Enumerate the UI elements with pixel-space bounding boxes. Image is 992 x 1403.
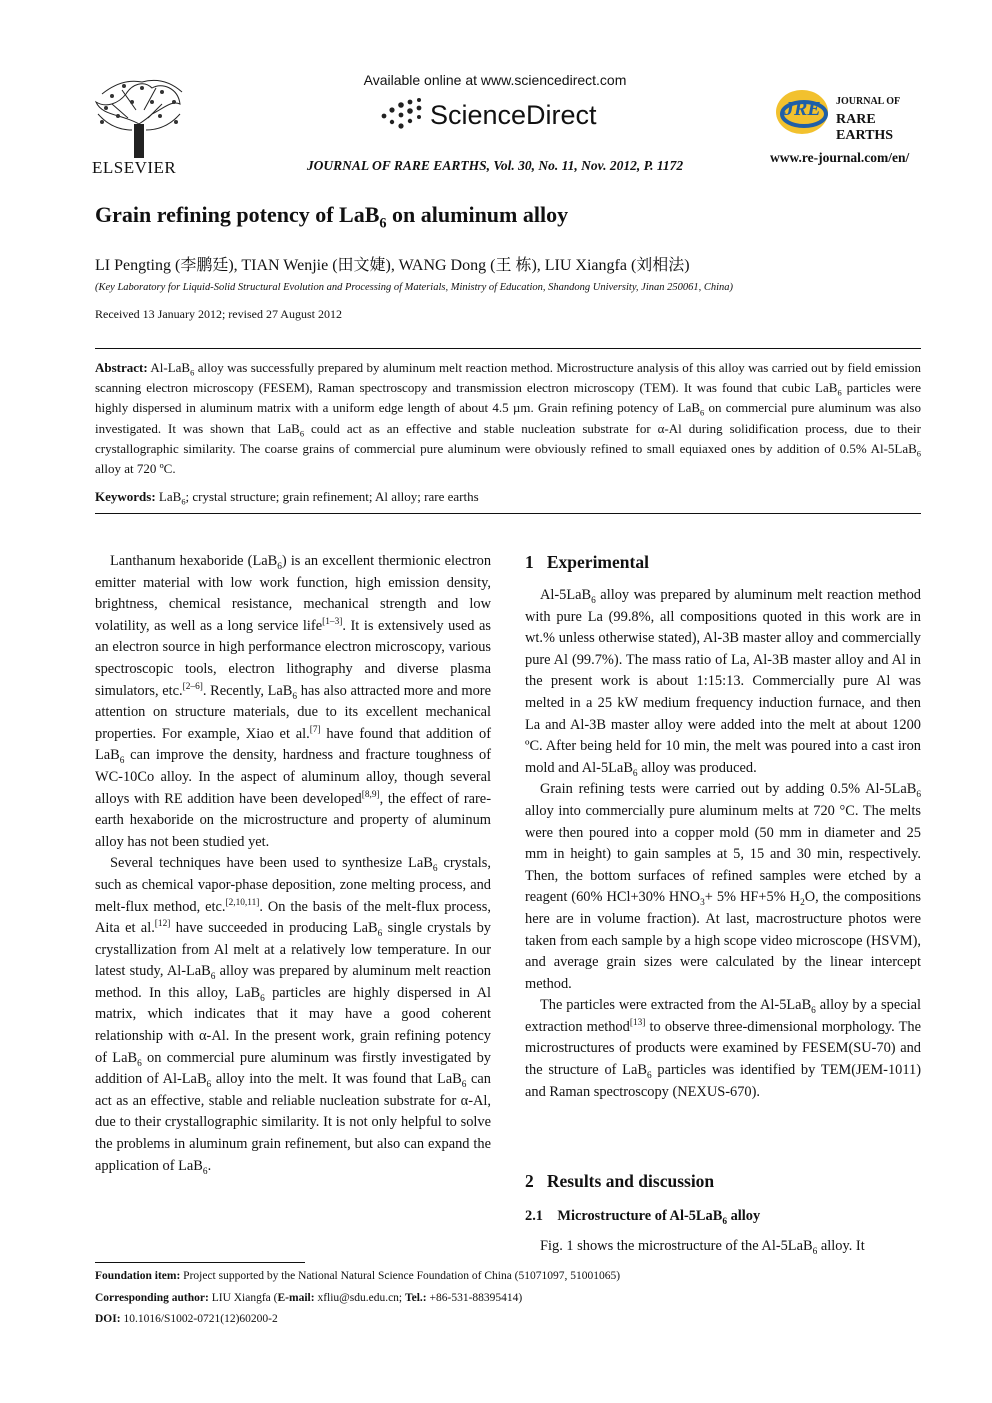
jre-logo	[772, 78, 922, 148]
text-run: .	[207, 1157, 212, 1174]
subscript: 6	[811, 1006, 816, 1017]
subscript: 6	[377, 928, 383, 939]
foundation-footnote: Foundation item: Project supported by the National Natural Science Foundation of China (51071097, 51001065)	[95, 1270, 621, 1282]
jre-url: www.re-journal.com/en/	[770, 150, 910, 165]
sciencedirect-logo	[378, 96, 618, 136]
text-run: + 5% HF+5% H	[704, 889, 801, 906]
subscript: 6	[646, 1070, 652, 1081]
sciencedirect-wordmark: ScienceDirect	[430, 100, 597, 130]
citation-ref: [2–6]	[182, 681, 203, 692]
abstract: Abstract: Al-LaB$_6$ alloy was successfully prepared by aluminum melt reaction method. Microstructure analysis of this alloy was carried out by field emission scanning electron microscopy (FESEM), Raman spectroscopy and transmission electron microscopy (TEM). It was found that cubic LaB$_6$ particles were highly dispersed in aluminum matrix with a uniform edge length of about 4.5 µm. Grain refining potency of LaB$_6$ on commercial pure aluminum was also investigated. It was shown that LaB$_6$ could act as an effective and stable nucleation substrate for α-Al during solidification process, due to their crystallographic similarity. The coarse grains of commercial pure aluminum were obviously refined to small equiaxed ones by addition of 0.5% Al-5LaB$_6$ alloy at 720 ºC.	[95, 360, 921, 477]
journal-citation-line: JOURNAL OF RARE EARTHS, Vol. 30, No. 11, Nov. 2012, P. 1172	[306, 158, 684, 173]
text-run: alloy was prepared by aluminum melt reaction method with pure La (99.8%, all compositions quoted in this work are in wt.% unless otherwise stated), Al-3B master alloy and commercially pure Al (99.7%). The mass ratio of La, Al-3B master alloy and Al in the present work is about 1:15:13. Commercially pure Al was melted in a 25 kW medium frequency induction furnace, and then La and Al-3B master alloy were added into the melt at about 1200 ºC. After being held for 10 min, the melt was poured into a cast iron mold and Al-5LaB	[525, 587, 921, 776]
subscript: 6	[292, 691, 298, 702]
text-run: . On the basis of the melt-flux process, Aita et al.	[95, 898, 491, 937]
abstract-bottom-rule	[95, 513, 921, 514]
subscript: 6	[277, 561, 282, 572]
affiliation: (Key Laboratory for Liquid-Solid Structural Evolution and Processing of Materials, Ministry of Education, Shandong University, Jinan 250061, China)	[95, 282, 734, 293]
text-run: Grain refining tests were carried out by adding 0.5% Al-5LaB	[540, 781, 917, 798]
section-2-heading: 2 Results and discussion	[525, 1171, 715, 1191]
experimental-paragraph-1	[525, 585, 921, 779]
text-run: have found that addition of LaB	[95, 725, 491, 764]
text-run: . It is extensively used as an electron source in high performance electron microscopy, various spectroscopic tools, electron lithography and diverse plasma simulators, etc.	[95, 617, 491, 699]
text-run: alloy. It	[817, 1238, 865, 1254]
text-run: Al-5LaB	[540, 587, 592, 603]
text-run: alloy into the melt. It was found that LaB	[211, 1071, 462, 1088]
available-online-line: Available online at www.sciencedirect.com	[363, 72, 627, 88]
citation-ref: [8,9]	[361, 789, 380, 800]
section-1-heading: 1 Experimental	[525, 552, 649, 572]
text-run: O, the compositions here are in volume fraction). At last, macrostructure photos were taken from each sample by a high scope video microscope (HSVM), and average grain sizes were calculated by the linear intercept method.	[525, 889, 921, 992]
citation-ref: [2,10,11]	[225, 897, 260, 908]
text-run: ) is an excellent thermionic electron emitter material with low work function, high emission density, brightness, chemical resistance, mechanical strength and low volatility, as well as a long service life	[95, 553, 492, 634]
text-run: The particles were extracted from the Al-5LaB	[540, 997, 812, 1014]
abstract-top-rule	[95, 348, 921, 349]
intro-paragraph-2	[95, 853, 491, 1177]
text-run: on commercial pure aluminum was firstly investigated by addition of Al-LaB	[95, 1049, 491, 1088]
subscript: 6	[202, 1166, 208, 1177]
subscript: 6	[119, 756, 125, 767]
right-column	[525, 585, 921, 1103]
citation-ref: [7]	[309, 724, 321, 735]
subscript: 6	[260, 993, 265, 1004]
subscript: 3	[700, 898, 705, 909]
text-run: alloy by a special extraction method	[525, 997, 921, 1035]
subscript: 6	[461, 1080, 467, 1091]
text-run: alloy was produced.	[637, 759, 757, 776]
elsevier-tree-logo	[92, 74, 186, 160]
text-run: can improve the density, hardness and fracture toughness of WC-10Co alloy. In the aspect of aluminum alloy, though several alloys with RE addition have been developed	[95, 747, 491, 807]
text-run: single crystals by crystallization from Al melt at a relatively low temperature. In our latest study, Al-LaB	[95, 920, 491, 980]
jre-name-line1: JOURNAL OF	[836, 96, 901, 107]
text-run: Lanthanum hexaboride (LaB	[110, 553, 278, 569]
results-paragraph-1	[525, 1236, 921, 1258]
subscript: 6	[632, 768, 638, 779]
subscript: 6	[591, 595, 596, 606]
citation-ref: [13]	[629, 1018, 646, 1029]
text-run: have succeeded in producing LaB	[170, 920, 378, 937]
subscript: 6	[210, 972, 216, 983]
intro-paragraph-1	[95, 551, 491, 853]
experimental-paragraph-3	[525, 995, 921, 1103]
citation-ref: [12]	[154, 919, 171, 930]
citation-ref: [1–3]	[322, 616, 343, 627]
text-run: , the effect of rare-earth hexaboride on the microstructure and property of aluminum alloy has not been studied yet.	[95, 790, 491, 850]
text-run: alloy into commercially pure aluminum melts at 720 °C. The melts were then poured into a copper mold (50 mm in diameter and 25 mm in height) to gain samples at 5, 15 and 30 min, respectively. Then, the bottom surfaces of refined samples were etched by a reagent (60% HCl+30% HNO	[525, 802, 921, 906]
left-column	[95, 551, 491, 1177]
paper-title: Grain refining potency of LaB$_6$ on aluminum alloy	[95, 202, 569, 232]
results-column-start	[525, 1236, 921, 1258]
subscript: 6	[137, 1058, 142, 1069]
text-run: . Recently, LaB	[202, 682, 293, 699]
doi-footnote: DOI: 10.1016/S1002-0721(12)60200-2	[95, 1313, 278, 1325]
corresponding-author-footnote: Corresponding author: LIU Xiangfa (E-mail: xfliu@sdu.edu.cn; Tel.: +86-531-88395414)	[95, 1292, 523, 1304]
elsevier-wordmark: ELSEVIER	[92, 158, 177, 177]
text-run: particles was identified by TEM(JEM-1011) and Raman spectroscopy (NEXUS-670).	[525, 1062, 922, 1100]
subscript: 6	[206, 1080, 212, 1091]
footnote-rule	[95, 1262, 305, 1263]
jre-abbrev: JRE	[784, 98, 821, 120]
text-run: crystals, such as chemical vapor-phase deposition, zone melting process, and melt-flux method, etc.	[95, 855, 492, 915]
subscript: 2	[800, 898, 805, 909]
text-run: Fig. 1 shows the microstructure of the Al-5LaB	[540, 1238, 813, 1254]
experimental-paragraph-2	[525, 779, 921, 995]
subscript: 6	[432, 864, 438, 875]
keywords: Keywords: LaB$_6$; crystal structure; grain refinement; Al alloy; rare earths	[95, 489, 479, 507]
text-run: particles are highly dispersed in Al matrix, which indicates that it may have a good coherent relationship with α-Al. In the present work, grain refining potency of LaB	[95, 984, 491, 1066]
section-2-1-heading: 2.1 Microstructure of Al-5LaB$_6$ alloy	[525, 1208, 761, 1227]
author-list: LI Pengting (李鹏廷), TIAN Wenjie (田文婕), WANG Dong (王 栋), LIU Xiangfa (刘相法)	[95, 257, 690, 274]
text-run: has also attracted more and more attention on structure materials, due to its excellent mechanical properties. For example, Xiao et al.	[95, 682, 491, 742]
text-run: Several techniques have been used to synthesize LaB	[110, 855, 433, 872]
text-run: to observe three-dimensional morphology. The microstructures of products were examined by FESEM(SU-70) and the structure of LaB	[525, 1018, 921, 1079]
text-run: can act as an effective, stable and reliable nucleation substrate for α-Al, due to their crystallographic similarity. It is not only helpful to solve the problems in aluminum grain refinement, but also can expand the application of LaB	[95, 1071, 491, 1174]
subscript: 6	[812, 1246, 818, 1257]
text-run: alloy was prepared by aluminum melt reaction method. In this alloy, LaB	[95, 963, 491, 1001]
jre-name-line2: RARE EARTHS	[836, 112, 894, 143]
received-dates: Received 13 January 2012; revised 27 August 2012	[95, 307, 342, 321]
subscript: 6	[916, 790, 921, 801]
